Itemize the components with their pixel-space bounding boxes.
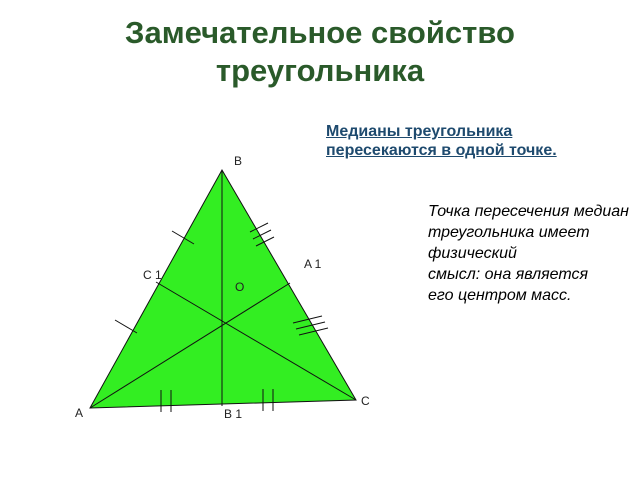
label-midpoint-b1: B 1 bbox=[224, 407, 243, 421]
triangle-abc bbox=[90, 170, 356, 408]
tick-ab-lower bbox=[115, 320, 137, 333]
description-line-3: смысл: она является bbox=[428, 266, 589, 283]
title-line-2: треугольника bbox=[215, 53, 425, 88]
description-line-2: треугольника имеет физический bbox=[428, 224, 590, 262]
subtitle-line-1: Медианы треугольника bbox=[326, 123, 513, 140]
label-centroid-o: O bbox=[235, 280, 245, 294]
label-vertex-b: B bbox=[234, 154, 243, 168]
title-line-1: Замечательное свойство bbox=[125, 15, 515, 50]
label-midpoint-c1: C 1 bbox=[143, 268, 162, 282]
subtitle-line-2: пересекаются в одной точке. bbox=[326, 142, 557, 159]
description-line-1: Точка пересечения медиан bbox=[428, 203, 629, 220]
description-line-4: его центром масс. bbox=[428, 287, 572, 304]
label-vertex-a: A bbox=[75, 406, 84, 420]
label-vertex-c: C bbox=[361, 394, 370, 408]
label-midpoint-a1: A 1 bbox=[304, 257, 322, 271]
